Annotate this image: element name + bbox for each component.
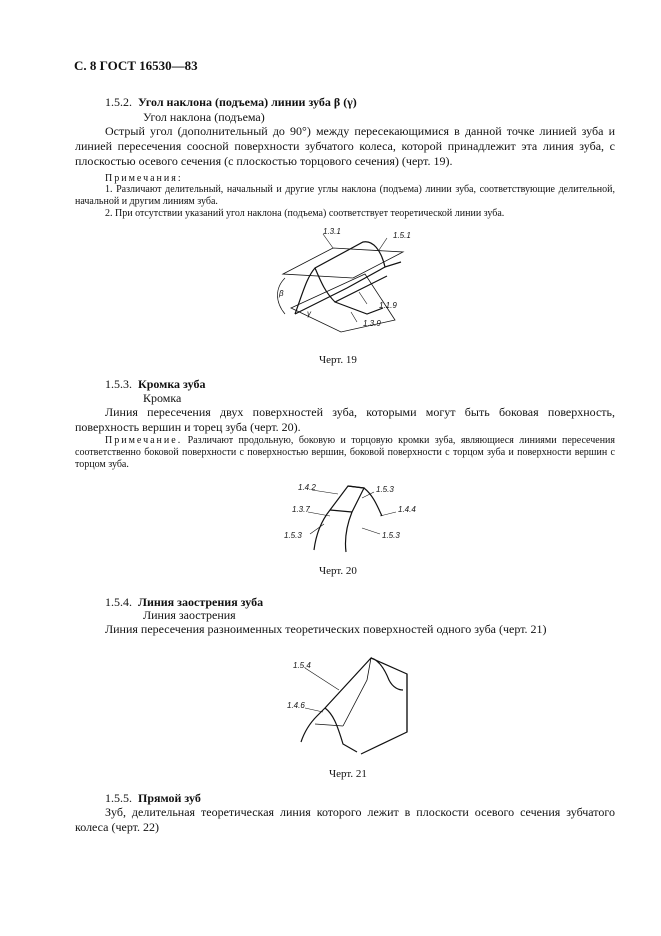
fig20-label-b: 1.5.3 xyxy=(376,485,394,494)
figure-19-drawing xyxy=(255,222,425,342)
note-2: 2. При отсутствии указаний угол наклона (подъема) соответствует теоретической линии зуба. xyxy=(105,208,505,219)
term: Кромка xyxy=(143,391,182,405)
note-label: Примечание. xyxy=(105,435,183,446)
section-number: 1.5.4. xyxy=(105,595,132,609)
fig20-label-c: 1.3.7 xyxy=(292,505,310,514)
section-number: 1.5.5. xyxy=(105,791,132,805)
fig19-label-gamma: γ xyxy=(307,309,311,318)
fig20-label-a: 1.4.2 xyxy=(298,483,316,492)
section-title: Прямой зуб xyxy=(138,791,201,805)
term: Угол наклона (подъема) xyxy=(143,110,265,124)
section-title: Кромка зуба xyxy=(138,377,206,391)
definition-text: Линия пересечения разноименных теоретических поверхностей одного зуба (черт. 21) xyxy=(105,622,547,636)
fig19-label-a: 1.3.1 xyxy=(323,227,341,236)
fig19-label-c: 1.1.9 xyxy=(379,301,397,310)
section-1-5-3-heading xyxy=(105,377,205,392)
fig20-label-f: 1.5.3 xyxy=(382,531,400,540)
fig21-label-a: 1.5.4 xyxy=(293,661,311,670)
definition-text: Зуб, делительная теоретическая линия которого лежит в плоскости осевого сечения зубчатого колеса (черт. 22) xyxy=(75,805,615,834)
note xyxy=(75,435,615,471)
section-title: Угол наклона (подъема) линии зуба β (γ) xyxy=(138,95,357,109)
fig19-label-d: 1.3.9 xyxy=(363,319,381,328)
figure-20-drawing xyxy=(278,476,418,558)
figure-20-caption: Черт. 20 xyxy=(319,565,357,577)
notes-label: Примечания: xyxy=(105,173,183,184)
section-1-5-2-heading xyxy=(105,95,357,110)
fig19-label-beta: β xyxy=(279,289,284,298)
figure-19-caption: Черт. 19 xyxy=(319,354,357,366)
section-number: 1.5.3. xyxy=(105,377,132,391)
page-header: С. 8 ГОСТ 16530—83 xyxy=(74,58,198,73)
fig19-label-b: 1.5.1 xyxy=(393,231,411,240)
fig21-label-b: 1.4.6 xyxy=(287,701,305,710)
figure-21-caption: Черт. 21 xyxy=(329,768,367,780)
definition-text: Линия пересечения двух поверхностей зуба, которыми могут быть боковая поверхность, поверхность вершин и торец зуба (черт. 20). xyxy=(75,405,615,434)
figure-21-drawing xyxy=(285,650,415,758)
definition-text: Острый угол (дополнительный до 90°) между пересекающимися в данной точке линией зуба и линией пересечения соосной поверхности зубчатого колеса, которой принадлежит эта линия зуба, с плоскостью осевого сечения (с плоскостью торцового сечения) (черт. 19). xyxy=(75,124,615,168)
section-title: Линия заострения зуба xyxy=(138,595,264,609)
note-text: Различают продольную, боковую и торцовую кромки зуба, являющиеся линиями пересечения соответственно боковой поверхности с поверхностью вершин, боковой поверхности с торцом зуба и поверхности вершин с торцом зуба. xyxy=(75,435,615,470)
section-1-5-5-heading xyxy=(105,791,201,806)
note-1: 1. Различают делительный, начальный и другие углы наклона (подъема) линии зуба, соответствующие делительной, начальной и другим линиям зуба. xyxy=(75,184,615,207)
fig20-label-d: 1.4.4 xyxy=(398,505,416,514)
fig20-label-e: 1.5.3 xyxy=(284,531,302,540)
section-number: 1.5.2. xyxy=(105,95,132,109)
term: Линия заострения xyxy=(143,608,236,622)
